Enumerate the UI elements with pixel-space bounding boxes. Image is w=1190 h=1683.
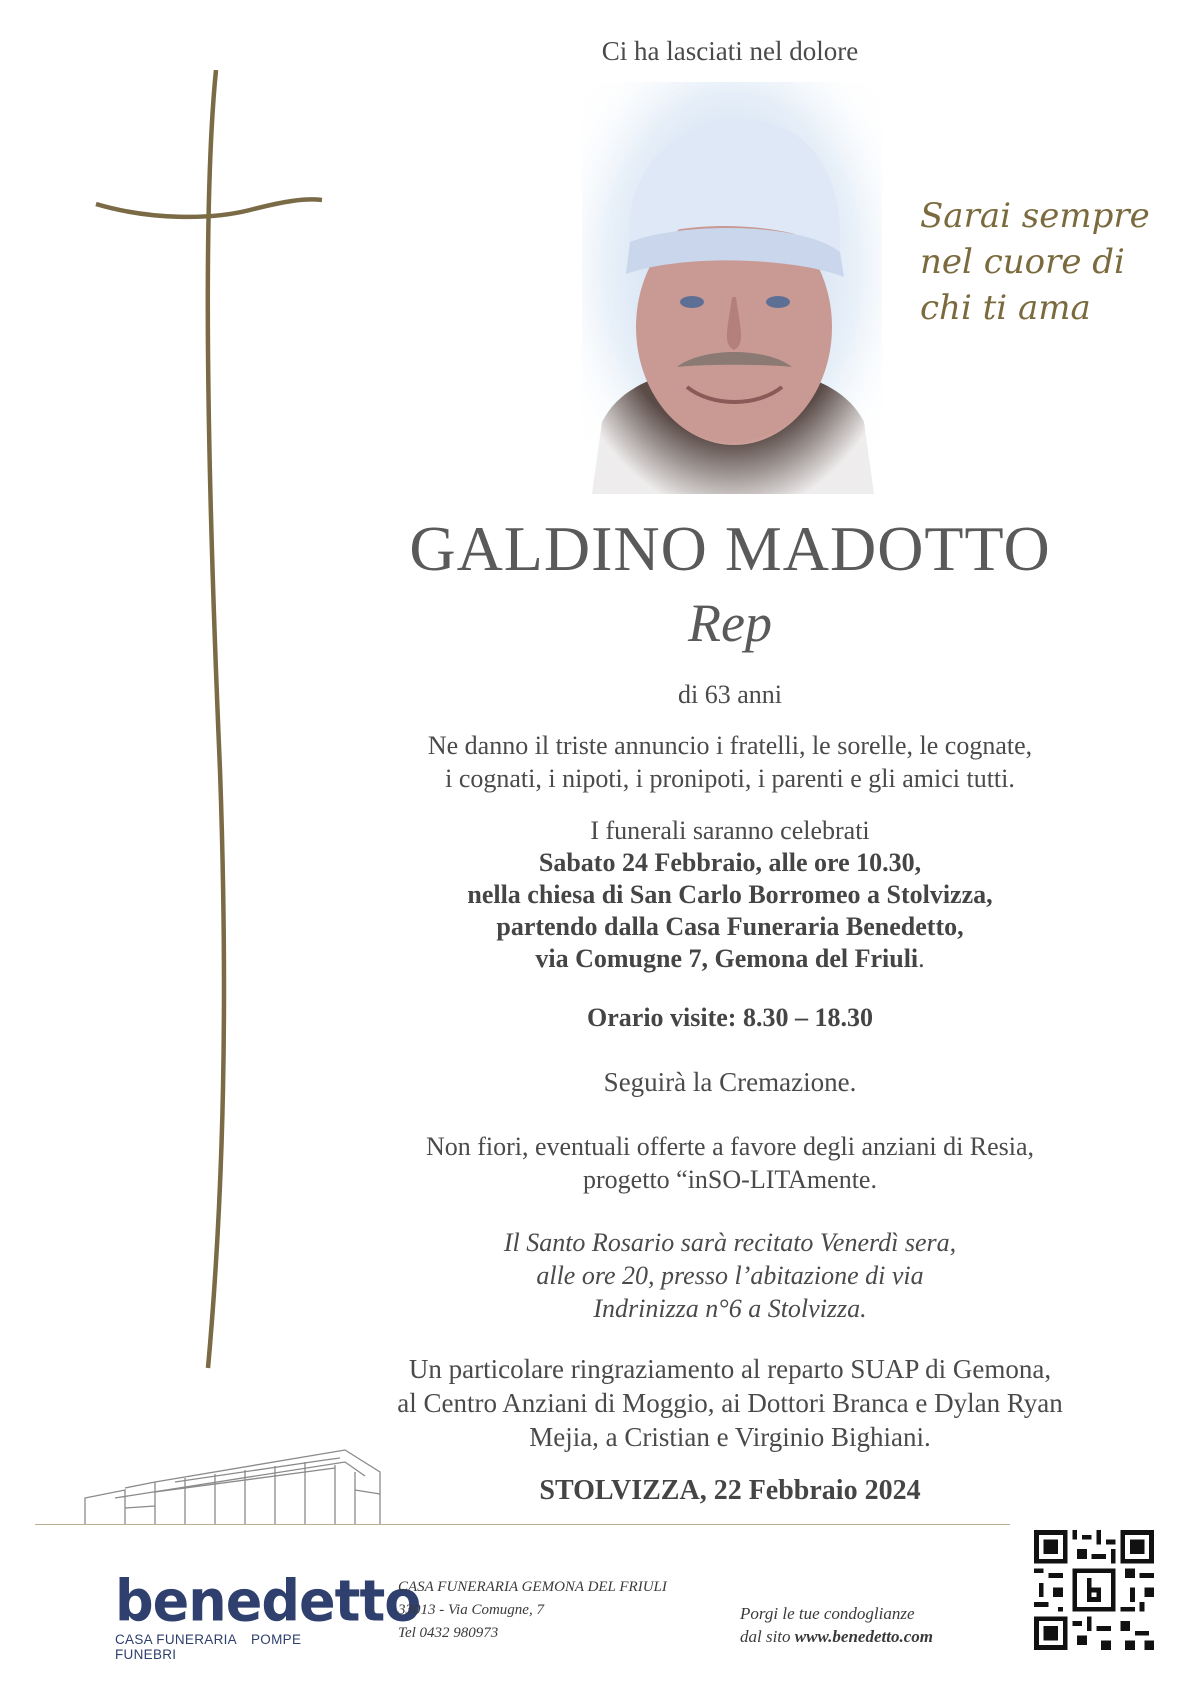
funeral-line: via Comugne 7, Gemona del Friuli [535,944,919,973]
quote-line: Sarai sempre [920,196,1150,236]
funeral-line: partendo dalla Casa Funeraria Benedetto, [496,912,964,941]
logo-sub-right: POMPE FUNEBRI [115,1632,302,1662]
notice-date: STOLVIZZA, 22 Febbraio 2024 [539,1475,921,1506]
thanks-line: Mejia, a Cristian e Virginio Bighiani. [529,1422,931,1452]
rosary-line: alle ore 20, presso l’abitazione di via [536,1261,924,1290]
funeral-home-building-icon [35,1410,395,1530]
address-line: Tel 0432 980973 [398,1625,499,1641]
cross-icon [90,70,330,1370]
condolences-note [740,1602,1040,1648]
announcement-line: Ne danno il triste annuncio i fratelli, le sorelle, le cognate, [427,731,1033,760]
address-line: CASA FUNERARIA GEMONA DEL FRIULI [398,1579,667,1595]
logo-wordmark: benedetto [115,1567,421,1634]
thanks-line: al Centro Anziani di Moggio, ai Dottori Branca e Dylan Ryan [397,1388,1063,1418]
announcement-line: i cognati, i nipoti, i pronipoti, i parenti e gli amici tutti. [445,764,1015,793]
condolences-line: Porgi le tue condoglianze [740,1604,915,1623]
dedication-quote [920,193,1190,331]
deceased-portrait [582,82,882,494]
flowers-note [360,1130,1100,1196]
flowers-line: Non fiori, eventuali offerte a favore degli anziani di Resia, [425,1132,1035,1161]
deceased-nickname: Rep [688,593,772,653]
funeral-line: Sabato 24 Febbraio, alle ore 10.30, [538,848,922,877]
benedetto-logo [115,1567,421,1662]
address-line: 33013 - Via Comugne, 7 [398,1602,544,1618]
rosary-note [360,1226,1100,1325]
funeral-intro: I funerali saranno celebrati [590,816,870,845]
funeral-end: . [918,944,925,973]
condolences-website-link[interactable]: www.benedetto.com [794,1627,933,1646]
thanks-note [360,1352,1100,1454]
quote-line: chi ti ama [920,288,1091,328]
condolences-prefix: dal sito [740,1627,795,1646]
logo-subtitle [115,1632,365,1662]
thanks-line: Un particolare ringraziamento al reparto SUAP di Gemona, [408,1354,1052,1384]
flowers-line: progetto “inSO-LITAmente. [583,1165,877,1194]
footer-divider [35,1524,1010,1525]
cremation-note: Seguirà la Cremazione. [603,1067,857,1097]
notice-heading: Ci ha lasciati nel dolore [601,36,859,66]
rosary-line: Il Santo Rosario sarà recitato Venerdì sera, [503,1228,957,1257]
deceased-age: di 63 anni [678,680,782,709]
logo-sub-left: CASA FUNERARIA [115,1632,237,1647]
quote-line: nel cuore di [920,242,1125,282]
visiting-hours: Orario visite: 8.30 – 18.30 [587,1003,873,1032]
funeral-home-address [398,1576,667,1645]
rosary-line: Indrinizza n°6 a Stolvizza. [593,1294,867,1323]
announcement [360,729,1100,795]
qr-code-icon[interactable] [1034,1530,1154,1650]
funeral-line: nella chiesa di San Carlo Borromeo a Stolvizza, [467,880,993,909]
funeral-details [360,815,1100,975]
deceased-name: GALDINO MADOTTO [409,513,1051,584]
